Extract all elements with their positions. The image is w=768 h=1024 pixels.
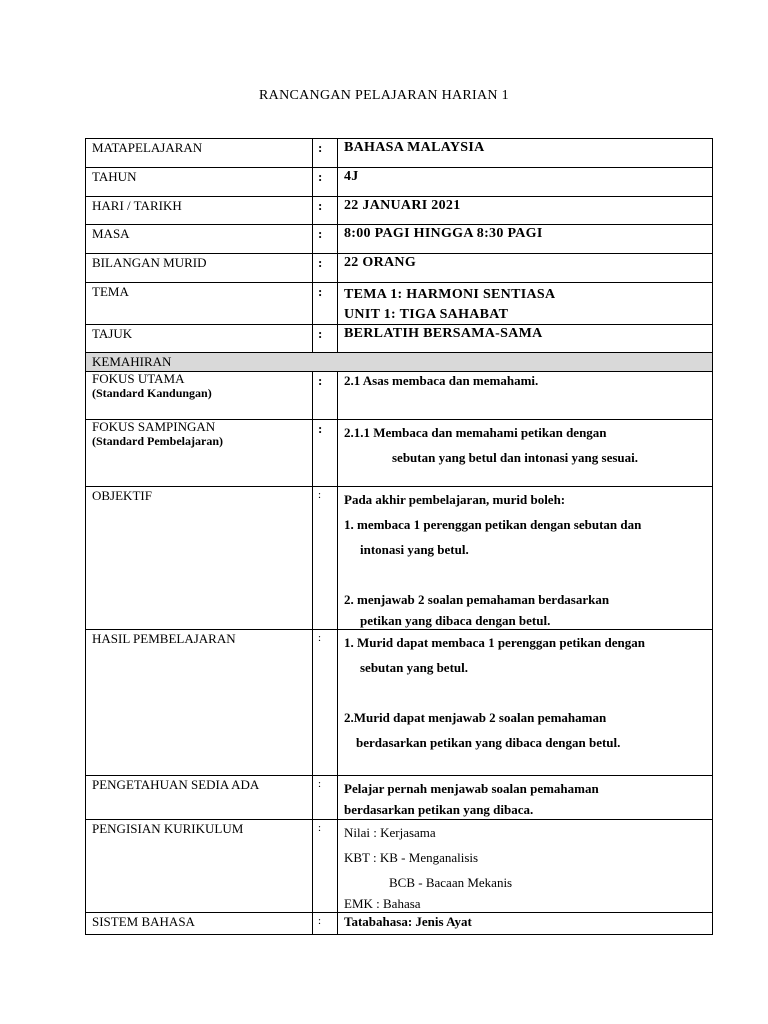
- row-kemahiran: [86, 353, 713, 372]
- value-hasil-pembelajaran: [338, 630, 713, 776]
- value-tahun: 4J: [338, 168, 713, 197]
- row-tema: [86, 283, 713, 325]
- row-masa: [86, 225, 713, 254]
- separator: :: [313, 139, 338, 168]
- pengisian-kbt: KBT : KB - Menganalisis: [344, 850, 479, 865]
- value-pengisian-kurikulum: [338, 820, 713, 913]
- row-tahun: [86, 168, 713, 197]
- row-fokus-sampingan: [86, 420, 713, 487]
- separator: :: [313, 372, 338, 420]
- separator: :: [313, 197, 338, 225]
- label-fokus-utama: [86, 372, 313, 420]
- pengetahuan-line1: Pelajar pernah menjawab soalan pemahaman: [344, 781, 599, 796]
- row-objektif: [86, 487, 713, 630]
- label-sistem-bahasa: SISTEM BAHASA: [86, 913, 313, 935]
- row-pengisian-kurikulum: [86, 820, 713, 913]
- separator: :: [313, 630, 338, 776]
- spacer: [344, 680, 706, 705]
- label-matapelajaran: MATAPELAJARAN: [86, 139, 313, 168]
- label-objektif: OBJEKTIF: [86, 487, 313, 630]
- objektif-item1-b: intonasi yang betul.: [360, 542, 469, 557]
- fokus-sampingan-line1: 2.1.1 Membaca dan memahami petikan dengan: [344, 425, 607, 440]
- unit-line: UNIT 1: TIGA SAHABAT: [344, 307, 509, 322]
- value-masa: 8:00 PAGI HINGGA 8:30 PAGI: [338, 225, 713, 254]
- separator: :: [313, 487, 338, 630]
- pengisian-nilai: Nilai : Kerjasama: [344, 825, 436, 840]
- objektif-item1-a: 1. membaca 1 perenggan petikan dengan sebutan dan: [344, 517, 642, 532]
- label-kemahiran: KEMAHIRAN: [86, 353, 713, 372]
- separator: :: [313, 776, 338, 820]
- label-bilangan-murid: BILANGAN MURID: [86, 254, 313, 283]
- separator: :: [313, 420, 338, 487]
- label-tema: TEMA: [86, 283, 313, 325]
- row-pengetahuan-sedia-ada: [86, 776, 713, 820]
- label-hasil-pembelajaran: HASIL PEMBELAJARAN: [86, 630, 313, 776]
- row-matapelajaran: [86, 139, 713, 168]
- value-bilangan-murid: 22 ORANG: [338, 254, 713, 283]
- hasil-item2-a: 2.Murid dapat menjawab 2 soalan pemahaman: [344, 710, 607, 725]
- label-masa: MASA: [86, 225, 313, 254]
- objektif-intro: Pada akhir pembelajaran, murid boleh:: [344, 492, 566, 507]
- value-tajuk: BERLATIH BERSAMA-SAMA: [338, 325, 713, 353]
- label-tajuk: TAJUK: [86, 325, 313, 353]
- pengisian-emk: EMK : Bahasa: [344, 896, 421, 911]
- fokus-sampingan-line2: sebutan yang betul dan intonasi yang sesuai.: [392, 450, 638, 465]
- separator: :: [313, 913, 338, 935]
- row-sistem-bahasa: [86, 913, 713, 935]
- fokus-utama-label: FOKUS UTAMA: [92, 371, 185, 386]
- spacer: [344, 562, 706, 587]
- row-bilangan-murid: [86, 254, 713, 283]
- lesson-plan-table: [85, 138, 713, 935]
- objektif-item2-b: petikan yang dibaca dengan betul.: [360, 613, 551, 628]
- hasil-item1-a: 1. Murid dapat membaca 1 perenggan petikan dengan: [344, 635, 645, 650]
- value-matapelajaran: BAHASA MALAYSIA: [338, 139, 713, 168]
- value-hari-tarikh: 22 JANUARI 2021: [338, 197, 713, 225]
- hasil-item2-b: berdasarkan petikan yang dibaca dengan betul.: [356, 735, 621, 750]
- separator: :: [313, 820, 338, 913]
- value-fokus-sampingan: [338, 420, 713, 487]
- value-tema: [338, 283, 713, 325]
- separator: :: [313, 254, 338, 283]
- separator: :: [313, 168, 338, 197]
- value-fokus-utama: 2.1 Asas membaca dan memahami.: [338, 372, 713, 420]
- separator: :: [313, 325, 338, 353]
- page-title: RANCANGAN PELAJARAN HARIAN 1: [259, 88, 509, 103]
- row-hasil-pembelajaran: [86, 630, 713, 776]
- pengetahuan-line2: berdasarkan petikan yang dibaca.: [344, 802, 534, 817]
- separator: :: [313, 283, 338, 325]
- objektif-item2-a: 2. menjawab 2 soalan pemahaman berdasarkan: [344, 592, 610, 607]
- value-pengetahuan-sedia-ada: [338, 776, 713, 820]
- label-fokus-sampingan: [86, 420, 313, 487]
- label-pengetahuan-sedia-ada: PENGETAHUAN SEDIA ADA: [86, 776, 313, 820]
- label-pengisian-kurikulum: PENGISIAN KURIKULUM: [86, 820, 313, 913]
- row-hari-tarikh: [86, 197, 713, 225]
- row-fokus-utama: [86, 372, 713, 420]
- value-sistem-bahasa: Tatabahasa: Jenis Ayat: [338, 913, 713, 935]
- pengisian-bcb: BCB - Bacaan Mekanis: [389, 875, 513, 890]
- label-tahun: TAHUN: [86, 168, 313, 197]
- fokus-sampingan-label: FOKUS SAMPINGAN: [92, 419, 216, 434]
- fokus-utama-sublabel: (Standard Kandungan): [92, 386, 212, 400]
- fokus-sampingan-sublabel: (Standard Pembelajaran): [92, 434, 223, 448]
- separator: :: [313, 225, 338, 254]
- value-objektif: [338, 487, 713, 630]
- label-hari-tarikh: HARI / TARIKH: [86, 197, 313, 225]
- row-tajuk: [86, 325, 713, 353]
- tema-line: TEMA 1: HARMONI SENTIASA: [344, 287, 556, 302]
- hasil-item1-b: sebutan yang betul.: [360, 660, 468, 675]
